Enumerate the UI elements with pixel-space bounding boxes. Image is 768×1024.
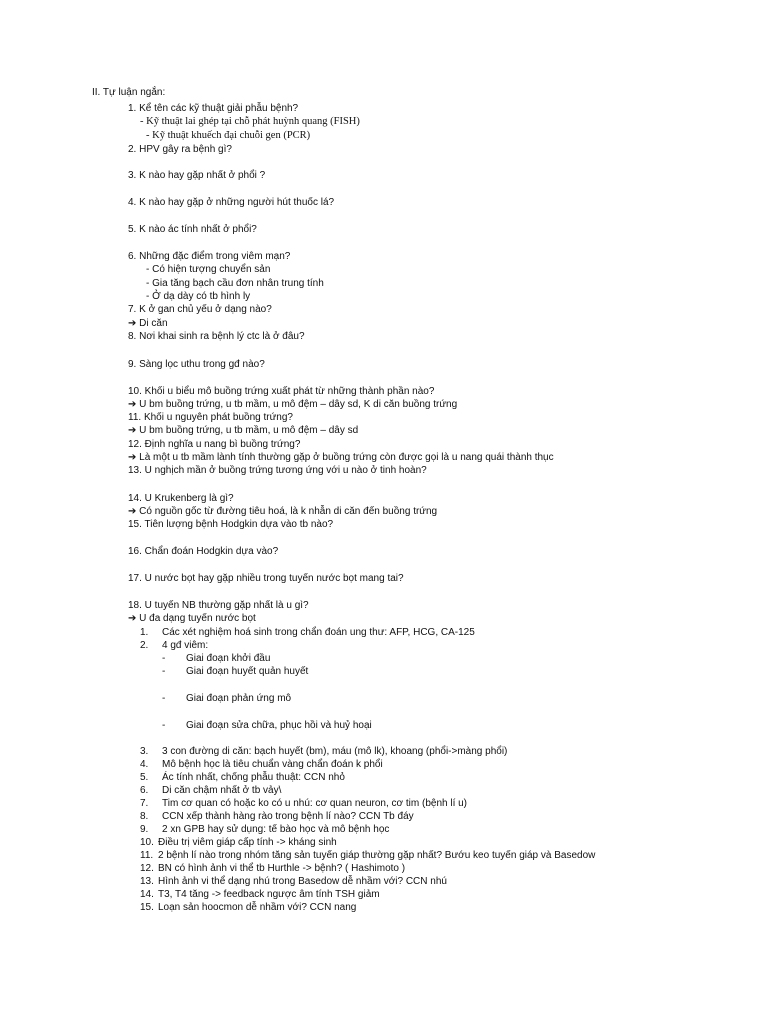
question-line: 11. Khối u nguyên phát buồng trứng? [128, 412, 293, 423]
list-item: Di căn chậm nhất ở tb vảy\ [162, 785, 282, 796]
list-item-number: 1. [140, 627, 149, 638]
list-item-number: 8. [140, 811, 149, 822]
list-item-number: 10. [140, 837, 154, 848]
list-item: 4 gđ viêm: [162, 640, 209, 651]
question-line: 9. Sàng lọc uthu trong gđ nào? [128, 359, 265, 370]
answer-line: - Có hiện tượng chuyển sản [146, 264, 271, 275]
section-heading: II. Tự luận ngắn: [92, 87, 166, 98]
list-item: BN có hình ảnh vi thể tb Hurthle -> bệnh? ( Hashimoto ) [158, 863, 406, 874]
answer-line: ➔ U bm buồng trứng, u tb mầm, u mô đệm – dây sd, K di căn buồng trứng [128, 399, 458, 410]
list-item: 3 con đường di căn: bạch huyết (bm), máu (mô lk), khoang (phổi->màng phổi) [162, 746, 508, 757]
list-item: Giai đoạn phản ứng mô [186, 693, 292, 704]
list-item: T3, T4 tăng -> feedback ngược âm tính TSH giảm [158, 889, 380, 900]
list-item: Giai đoạn sửa chữa, phục hồi và huỷ hoại [186, 720, 372, 731]
question-line: 13. U nghịch mần ở buồng trứng tương ứng với u nào ở tinh hoàn? [128, 465, 427, 476]
question-line: 12. Định nghĩa u nang bì buồng trứng? [128, 439, 301, 450]
list-item: 2 xn GPB hay sử dụng: tế bào học và mô bệnh học [162, 824, 390, 835]
answer-line: ➔ Di căn [128, 318, 168, 329]
answer-line: ➔ Là một u tb mầm lành tính thường gặp ở buồng trứng còn được gọi là u nang quái thành thục [128, 452, 554, 463]
list-item-number: 3. [140, 746, 149, 757]
list-item-number: 6. [140, 785, 149, 796]
list-item-bullet: - [162, 693, 166, 704]
list-item-number: 11. [140, 850, 154, 861]
question-line: 8. Nơi khai sinh ra bệnh lý ctc là ở đâu? [128, 331, 305, 342]
list-item-number: 14. [140, 889, 154, 900]
list-item: Tim cơ quan có hoặc ko có u nhú: cơ quan neuron, cơ tim (bệnh lí u) [162, 798, 468, 809]
list-item-number: 15. [140, 902, 154, 913]
list-item-number: 4. [140, 759, 149, 770]
question-line: 5. K nào ác tính nhất ở phổi? [128, 224, 257, 235]
list-item: Ác tính nhất, chống phẫu thuật: CCN nhỏ [162, 772, 345, 783]
list-item: Các xét nghiệm hoá sinh trong chẩn đoán ung thư: AFP, HCG, CA-125 [162, 627, 475, 638]
question-line: 18. U tuyến NB thường gặp nhất là u gì? [128, 600, 309, 611]
question-line: 17. U nước bọt hay gặp nhiều trong tuyến nước bọt mang tai? [128, 573, 404, 584]
answer-line: - Gia tăng bạch cầu đơn nhân trung tính [146, 278, 324, 289]
question-line: 2. HPV gây ra bệnh gì? [128, 144, 232, 155]
list-item-number: 7. [140, 798, 149, 809]
list-item: Hình ảnh vi thể dạng nhú trong Basedow dễ nhầm với? CCN nhú [158, 876, 447, 887]
question-line: 6. Những đặc điểm trong viêm mạn? [128, 251, 291, 262]
list-item-number: 12. [140, 863, 154, 874]
answer-line: - Kỹ thuật khuếch đại chuỗi gen (PCR) [146, 130, 311, 141]
question-line: 4. K nào hay gặp ở những người hút thuốc lá? [128, 197, 335, 208]
list-item-number: 2. [140, 640, 149, 651]
question-line: 15. Tiên lượng bệnh Hodgkin dựa vào tb nào? [128, 519, 334, 530]
list-item-number: 13. [140, 876, 154, 887]
question-line: 1. Kể tên các kỹ thuật giải phẫu bệnh? [128, 103, 299, 114]
answer-line: ➔ U đa dạng tuyến nước bọt [128, 613, 256, 624]
list-item-bullet: - [162, 720, 166, 731]
list-item: Giai đoạn khởi đầu [186, 653, 271, 664]
list-item: 2 bệnh lí nào trong nhóm tăng sản tuyến giáp thường gặp nhất? Bướu keo tuyến giáp và Basedow [158, 850, 596, 861]
list-item-bullet: - [162, 666, 166, 677]
answer-line: ➔ Có nguồn gốc từ đường tiêu hoá, là k nhẫn di căn đến buồng trứng [128, 506, 438, 517]
list-item-number: 9. [140, 824, 149, 835]
answer-line: - Kỹ thuật lai ghép tại chỗ phát huỳnh quang (FISH) [140, 116, 360, 127]
answer-line: - Ở dạ dày có tb hình ly [146, 291, 251, 302]
list-item-bullet: - [162, 653, 166, 664]
question-line: 16. Chẩn đoán Hodgkin dựa vào? [128, 546, 279, 557]
list-item: Giai đoạn huyết quản huyết [186, 666, 309, 677]
list-item: CCN xếp thành hàng rào trong bệnh lí nào? CCN Tb đáy [162, 811, 414, 822]
list-item: Loạn sản hoocmon dễ nhầm với? CCN nang [158, 902, 357, 913]
question-line: 10. Khối u biểu mô buồng trứng xuất phát từ những thành phần nào? [128, 386, 435, 397]
list-item: Điều trị viêm giáp cấp tính -> kháng sinh [158, 837, 337, 848]
answer-line: ➔ U bm buồng trứng, u tb mầm, u mô đệm – dây sd [128, 425, 359, 436]
question-line: 3. K nào hay gặp nhất ở phổi ? [128, 170, 266, 181]
list-item: Mô bệnh học là tiêu chuẩn vàng chẩn đoán k phổi [162, 759, 383, 770]
question-line: 14. U Krukenberg là gì? [128, 493, 234, 504]
list-item-number: 5. [140, 772, 149, 783]
question-line: 7. K ở gan chủ yếu ở dạng nào? [128, 304, 272, 315]
